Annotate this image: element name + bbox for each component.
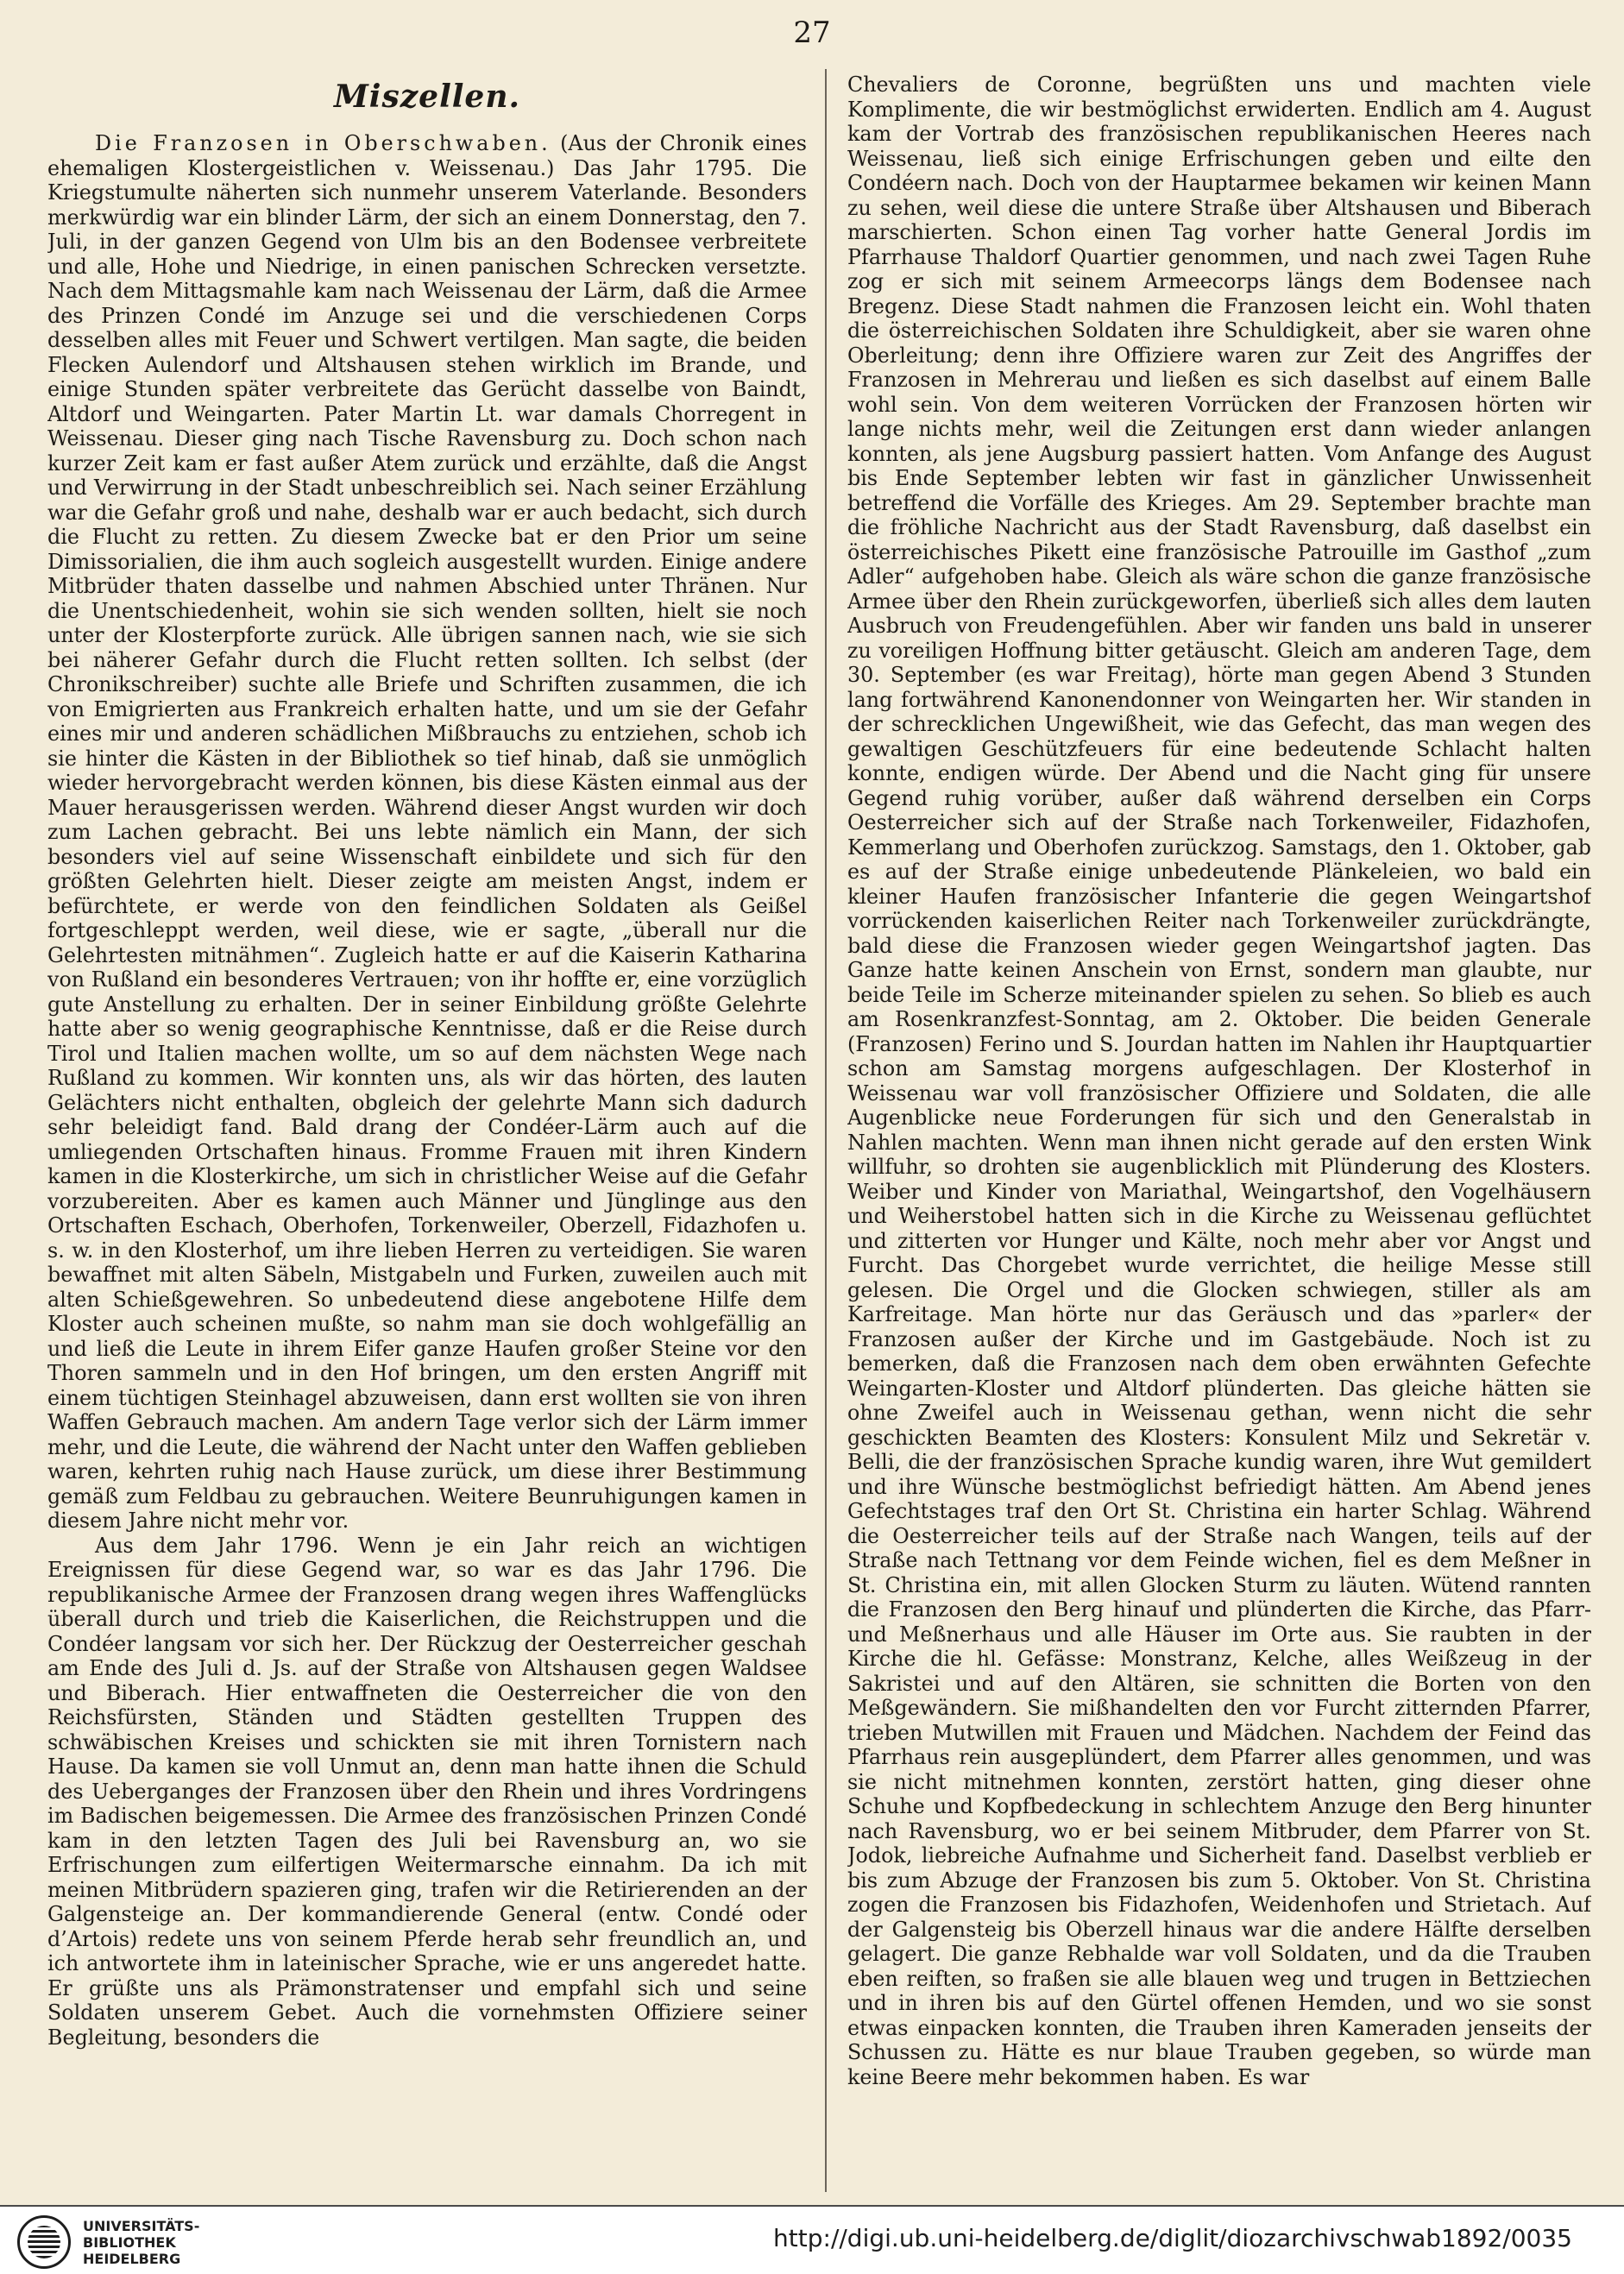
- paragraph: Chevaliers de Coronne, begrüßten uns und machten viele Komplimente, die wir bestmöglichst erwiderten. Endlich am 4. August kam der Vortrab des französischen republikanischen Heeres nach Weissenau, ließ sich einige Erfrischungen geben und eilte den Condéern nach. Doch von der Hauptarmee bekamen wir keinen Mann zu sehen, weil diese die untere Straße über Altshausen und Biberach marschierten. Schon einen Tag vorher hatte General Jordis im Pfarrhause Thaldorf Quartier genommen, und nach zwei Tagen Ruhe zog er sich mit seinem Armeecorps längs dem Bodensee nach Bregenz. Diese Stadt nahmen die Franzosen leicht ein. Wohl thaten die österreichischen Soldaten ihre Schuldigkeit, aber sie waren ohne Oberleitung; denn ihre Offiziere waren zur Zeit des Angriffes der Franzosen in Mehrerau und ließen es sich daselbst auf einem Balle wohl sein. Von dem weiteren Vorrücken der Franzosen hörten wir lange nichts mehr, weil die Zeitungen erst dann wieder anlangen konnten, als jene Augsburg passiert hatten. Vom Anfange des August bis Ende September lebten wir fast in gänzlicher Unwissenheit betreffend die Vorfälle des Krieges. Am 29. September brachte man die fröhliche Nachricht aus der Stadt Ravensburg, daß daselbst ein österreichisches Pikett eine französische Patrouille im Gasthof „zum Adler“ aufgehoben habe. Gleich als wäre schon die ganze französische Armee über den Rhein zurückgeworfen, überließ sich alles dem lauten Ausbruch von Freudengefühlen. Aber wir fanden uns bald in unserer zu voreiligen Hoffnung bitter getäuscht. Gleich am anderen Tage, dem 30. September (es war Freitag), hörte man gegen Abend 3 Stunden lang fortwährend Kanonendonner von Weingarten her. Wir standen in der schrecklichen Ungewißheit, wie das Gefecht, das man wegen des gewaltigen Geschützfeuers für eine bedeutende Schlacht halten konnte, endigen würde. Der Abend und die Nacht ging für unsere Gegend ruhig vorüber, außer daß während derselben ein Corps Oesterreicher sich auf der Straße nach Torkenweiler, Fidazhofen, Kemmerlang und Oberhofen zurückzog. Samstags, den 1. Oktober, gab es auf der Straße einige unbedeutende Plänkeleien, wo bald ein kleiner Haufen französischer Infanterie die gegen Weingartshof vorrückenden kaiserlichen Reiter nach Torkenweiler zurückdrängte, bald diese die Franzosen wieder gegen Weingartshof jagten. Das Ganze hatte keinen Anschein von Ernst, sondern man glaubte, nur beide Teile im Scherze miteinander spielen zu sehen. So blieb es auch am Rosenkranzfest-Sonntag, am 2. Oktober. Die beiden Generale (Franzosen) Ferino und S. Jourdan hatten im Nahlen ihr Hauptquartier schon am Samstag morgens aufgeschlagen. Der Klosterhof in Weissenau war voll französischer Offiziere und Soldaten, die alle Augenblicke neue Forderungen für sich und den Generalstab in Nahlen machten. Wenn man ihnen nicht gerade auf den ersten Wink willfuhr, so drohten sie augenblicklich mit Plünderung des Klosters. Weiber und Kinder von Mariathal, Weingartshof, den Vogelhäusern und Weiherstobel hatten sich in die Kirche zu Weissenau geflüchtet und zitterten vor Hunger und Kälte, noch mehr aber vor Angst und Furcht. Das Chorgebet wurde verrichtet, die heilige Messe still gelesen. Die Orgel und die Glocken schwiegen, stiller als am Karfreitage. Man hörte nur das Geräusch und das »parler« der Franzosen außer der Kirche und im Gastgebäude. Noch ist zu bemerken, daß die Franzosen nach dem oben erwähnten Gefechte Weingarten-Kloster und Altdorf plünderten. Das gleiche hätten sie ohne Zweifel auch in Weissenau gethan, wenn nicht die sehr geschickten Beamten des Klosters: Konsulent Milz und Sekretär v. Belli, die der französischen Sprache kundig waren, ihre Wut gemildert und ihre Wünsche bestmöglichst befriedigt hätten. Am Abend jenes Gefechtstages traf den Ort St. Christina ein harter Schlag. Während die Oesterreicher teils auf der Straße nach Wangen, teils auf der Straße nach Tettnang vor dem Feinde wichen, fiel es dem Meßner in St. Christina ein, mit allen Glocken Sturm zu läuten. Wütend rannten die Franzosen den Berg hinauf und plünderten die Kirche, das Pfarr- und Meßnerhaus und alle Häuser im Orte aus. Sie raubten in der Kirche die hl. Gefässe: Monstranz, Kelche, alles Weißzeug in der Sakristei und auf den Altären, sie schnitten die Borten von den Meßgewändern. Sie mißhandelten den vor Furcht zitternden Pfarrer, trieben Mutwillen mit Frauen und Mädchen. Nachdem der Feind das Pfarrhaus rein ausgeplündert, dem Pfarrer alles genommen, und was sie nicht mitnehmen konnten, zerstört hatten, ging dieser ohne Schuhe und Kopfbedeckung in schlechtem Anzuge den Berg hinunter nach Ravensburg, wo er bei seinem Mitbruder, dem Pfarrer von St. Jodok, liebreiche Aufnahme und Sicherheit fand. Daselbst verblieb er bis zum Abzuge der Franzosen bis zum 5. Oktober. Von St. Christina zogen die Franzosen bis Fidazhofen, Weidenhofen und Strietach. Auf der Galgensteig bis Oberzell hinaus war die andere Hälfte derselben gelagert. Die ganze Rebhalde war voll Soldaten, und da die Trauben eben reiften, so fraßen sie alle blauen weg und trugen in Bettziechen und in ihren bis auf den Gürtel offenen Hemden, und wo sie sonst etwas einpacken konnten, die Trauben ihren Kameraden jenseits der Schussen zu. Hätte es nur blaue Trauben gegeben, so würde man keine Beere mehr bekommen haben. Es war: [847, 72, 1591, 2089]
- article-heading: Miszellen.: [333, 79, 521, 115]
- paragraph-lead: Die Franzosen in Oberschwaben.: [95, 131, 551, 155]
- source-url-link[interactable]: http://digi.ub.uni-heidelberg.de/diglit/diozarchivschwab1892/0035: [773, 2224, 1572, 2252]
- paragraph: Aus dem Jahr 1796. Wenn je ein Jahr reich an wichtigen Ereignissen für diese Gegend war, so war es das Jahr 1796. Die republikanische Armee der Franzosen drang wegen ihres Waffenglücks überall durch und trieb die Kaiserlichen, die Reichstruppen und die Condéer langsam vor sich her. Der Rückzug der Oesterreicher geschah am Ende des Juli d. Js. auf der Straße von Altshausen gegen Waldsee und Biberach. Hier entwaffneten die Oesterreicher die von den Reichsfürsten, Ständen und Städten gestellten Truppen des schwäbischen Kreises und schickten sie mit ihren Tornistern nach Hause. Da kamen sie voll Unmut an, denn man hatte ihnen die Schuld des Ueberganges der Franzosen über den Rhein und ihres Vordringens im Badischen beigemessen. Die Armee des französischen Prinzen Condé kam in den letzten Tagen des Juli bei Ravensburg an, wo sie Erfrischungen zum eilfertigen Weitermarsche einnahm. Da ich mit meinen Mitbrüdern spazieren ging, trafen wir die Retirierenden an der Galgensteige an. Der kommandierende General (entw. Condé oder d’Artois) redete uns von seinem Pferde herab sehr freundlich an, und ich antwortete ihm in lateinischer Sprache, wie er uns angeredet hatte. Er grüßte uns als Prämonstratenser und empfahl sich und seine Soldaten unserem Gebet. Auch die vornehmsten Offiziere seiner Begleitung, besonders die: [47, 1533, 807, 2050]
- library-name: UNIVERSITÄTS- BIBLIOTHEK HEIDELBERG: [83, 2217, 200, 2267]
- column-divider: [825, 69, 827, 2192]
- left-column: [47, 76, 807, 2190]
- library-logo: [17, 2215, 199, 2269]
- paragraph: [47, 131, 807, 1534]
- right-column: [847, 72, 1591, 2187]
- footer-bar: [0, 2205, 1624, 2274]
- university-seal-icon: [17, 2215, 71, 2269]
- paragraph-body: (Aus der Chronik eines ehemaligen Klostergeistlichen v. Weissenau.) Das Jahr 1795. Die Kriegstumulte näherten sich nunmehr unserem Vaterlande. Besonders merkwürdig war ein blinder Lärm, der sich an einem Donnerstag, den 7. Juli, in der ganzen Gegend von Ulm bis an den Bodensee verbreitete und alle, Hohe und Niedrige, in einen panischen Schrecken versetzte. Nach dem Mittagsmahle kam nach Weissenau der Lärm, daß die Armee des Prinzen Condé im Anzuge sei und die verschiedenen Corps desselben alles mit Feuer und Schwert vertilgen. Man sagte, die beiden Flecken Aulendorf und Altshausen stehen wirklich im Brande, und einige Stunden später verbreitete das Gerücht dasselbe von Baindt, Altdorf und Weingarten. Pater Martin Lt. war damals Chorregent in Weissenau. Dieser ging nach Tische Ravensburg zu. Doch schon nach kurzer Zeit kam er fast außer Atem zurück und erzählte, daß die Angst und Verwirrung in der Stadt unbeschreiblich sei. Nach seiner Erzählung war die Gefahr groß und nahe, deshalb war er auch bedacht, sich durch die Flucht zu retten. Zu diesem Zwecke bat er den Prior um seine Dimissorialien, die ihm auch sogleich ausgestellt wurden. Einige andere Mitbrüder thaten dasselbe und nahmen Abschied unter Thränen. Nur die Unentschiedenheit, wohin sie sich wenden sollten, hielt sie noch unter der Klosterpforte zurück. Alle übrigen sannen nach, wie sie sich bei näherer Gefahr durch die Flucht retten sollten. Ich selbst (der Chronikschreiber) suchte alle Briefe und Schriften zusammen, die ich von Emigrierten aus Frankreich erhalten hatte, und um sie der Gefahr eines mir und anderen schädlichen Mißbrauchs zu entziehen, schob ich sie hinter die Kästen in der Bibliothek so tief hinab, daß sie unmöglich wieder hervorgebracht werden können, bis diese Kästen einmal aus der Mauer herausgerissen werden. Während dieser Angst wurden wir doch zum Lachen gebracht. Bei uns lebte nämlich ein Mann, der sich besonders viel auf seine Wissenschaft einbildete und sich für den größten Gelehrten hielt. Dieser zeigte am meisten Angst, indem er befürchtete, er werde von den feindlichen Soldaten als Geißel fortgeschleppt werden, weil diese, wie er sagte, „überall nur die Gelehrtesten mitnähmen“. Zugleich hatte er auf die Kaiserin Katharina von Rußland ein besonderes Vertrauen; von ihr hoffte er, eine vorzüglich gute Anstellung zu erhalten. Der in seiner Einbildung größte Gelehrte hatte aber so wenig geographische Kenntnisse, daß er die Reise durch Tirol und Italien machen wollte, um so auf dem nächsten Wege nach Rußland zu kommen. Wir konnten uns, als wir das hörten, des lauten Gelächters nicht enthalten, obgleich der gelehrte Mann sich dadurch sehr beleidigt fand. Bald drang der Condéer-Lärm auch auf die umliegenden Ortschaften hinaus. Fromme Frauen mit ihren Kindern kamen in die Klosterkirche, um sich in christlicher Weise auf die Gefahr vorzubereiten. Aber es kamen auch Männer und Jünglinge aus den Ortschaften Eschach, Oberhofen, Torkenweiler, Oberzell, Fidazhofen u. s. w. in den Klosterhof, um ihre lieben Herren zu verteidigen. Sie waren bewaffnet mit alten Säbeln, Mistgabeln und Furken, zuweilen auch mit alten Schießgewehren. So unbedeutend diese angebotene Hilfe dem Kloster auch scheinen mußte, so nahm man sie doch wohlgefällig an und ließ die Leute in ihrem Eifer ganze Haufen großer Steine vor den Thoren sammeln und in den Hof bringen, um den ersten Angriff mit einem tüchtigen Steinhagel abzuweisen, dann erst wollten sie von ihren Waffen Gebrauch machen. Am andern Tage verlor sich der Lärm immer mehr, und die Leute, die während der Nacht unter den Waffen geblieben waren, kehrten ruhig nach Hause zurück, um diese ihrer Bestimmung gemäß zum Feldbau zu gebrauchen. Weitere Beunruhigungen kamen in diesem Jahre nicht mehr vor.: [47, 131, 807, 1533]
- page-number: 27: [793, 16, 831, 50]
